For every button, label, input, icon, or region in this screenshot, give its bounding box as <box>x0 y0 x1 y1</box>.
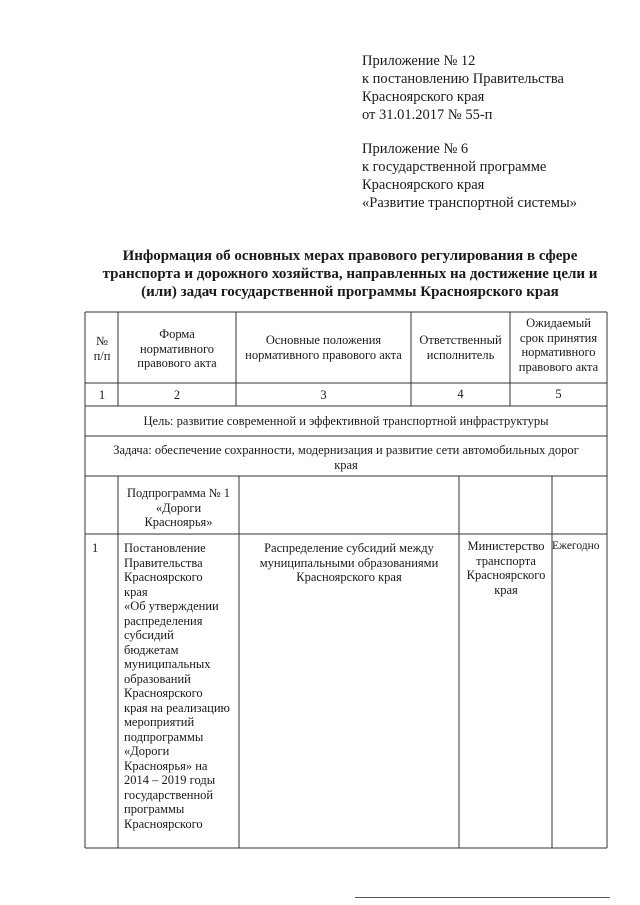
col-header-form: Форма нормативного правового акта <box>137 327 217 370</box>
goal-row: Цель: развитие современной и эффективной транспортной инфраструктуры <box>143 414 549 428</box>
header-line: «Развитие транспортной системы» <box>362 195 578 211</box>
row1-number: 1 <box>92 541 99 555</box>
col-number-5: 5 <box>555 387 562 401</box>
row1-form: Постановление Правительства Красноярского края «Об утверждении распределения субсидий бюджетам муниципальных образований Красноярского края на реализацию мероприятий подпрограммы «Дороги Красноярья» на 2014 – 2019 годы государственной программы Красноярского <box>124 541 230 831</box>
bottom-rule <box>355 897 610 898</box>
col-header-number: № п/п <box>93 334 111 363</box>
header-line: Приложение № 12 <box>362 53 476 69</box>
col-number-1: 1 <box>98 388 106 402</box>
header-line: Красноярского края <box>362 89 485 105</box>
title-line: Информация об основных мерах правового регулирования в сфере <box>122 248 578 264</box>
col-header-deadline: Ожидаемый срок принятия нормативного правового акта <box>518 316 599 374</box>
header-line: Приложение № 6 <box>362 141 469 157</box>
header-line: Красноярского края <box>362 177 485 193</box>
document-title <box>90 247 610 301</box>
col-number-4: 4 <box>457 387 464 401</box>
row1-provisions: Распределение субсидий между муниципальными образованиями Красноярского края <box>259 541 439 584</box>
col-header-executor: Ответственный исполнитель <box>419 333 502 362</box>
subprogram-title: Подпрограмма № 1 «Дороги Красноярья» <box>126 486 231 529</box>
header-line: к государственной программе <box>362 159 547 175</box>
appendix-12-header <box>362 52 632 124</box>
row1-deadline: Ежегодно <box>552 540 600 552</box>
appendix-6-header <box>362 140 632 212</box>
col-header-provisions: Основные положения нормативного правового акта <box>245 333 402 362</box>
title-line: транспорта и дорожного хозяйства, направленных на достижение цели и <box>102 266 598 282</box>
header-line: к постановлению Правительства <box>362 71 564 87</box>
title-line: (или) задач государственной программы Красноярского края <box>141 284 559 300</box>
header-line: от 31.01.2017 № 55-п <box>362 107 493 123</box>
task-row: Задача: обеспечение сохранности, модернизация и развитие сети автомобильных дорог края <box>113 443 579 472</box>
row1-executor: Министерство транспорта Красноярского края <box>466 539 546 597</box>
col-number-2: 2 <box>173 388 181 402</box>
col-number-3: 3 <box>320 388 327 402</box>
